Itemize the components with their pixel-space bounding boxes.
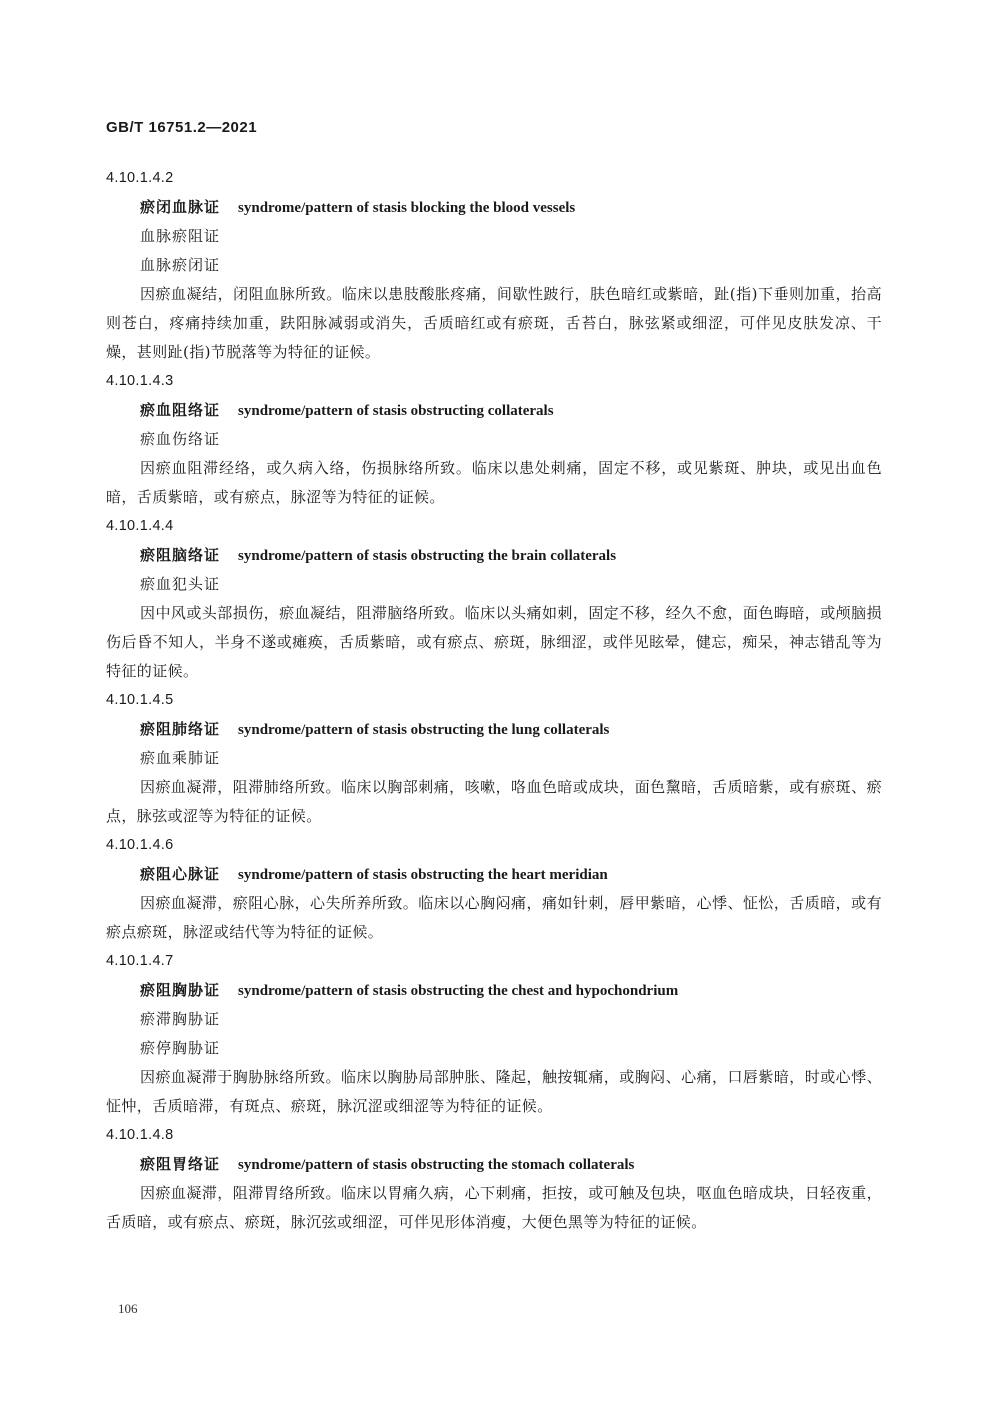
term-alias: 血脉瘀闭证: [140, 256, 221, 274]
term-title: [106, 396, 882, 425]
term-title: [106, 715, 882, 744]
term-english: syndrome/pattern of stasis blocking the blood vessels: [238, 200, 576, 216]
syndrome-entry: [106, 164, 882, 367]
clause-number: 4.10.1.4.3: [106, 373, 174, 389]
term-chinese: 瘀阻心脉证: [140, 865, 221, 883]
term-chinese: 瘀阻肺络证: [140, 720, 221, 738]
term-english: syndrome/pattern of stasis obstructing the heart meridian: [238, 867, 608, 883]
term-alias: 瘀滞胸胁证: [140, 1010, 221, 1028]
term-chinese: 瘀血阻络证: [140, 401, 221, 419]
term-chinese: 瘀阻胸胁证: [140, 981, 221, 999]
term-chinese: 瘀阻脑络证: [140, 546, 221, 564]
term-title: [106, 193, 882, 222]
clause-number: 4.10.1.4.7: [106, 953, 174, 969]
clause-number: 4.10.1.4.5: [106, 692, 174, 708]
term-title: [106, 1150, 882, 1179]
term-english: syndrome/pattern of stasis obstructing the brain collaterals: [238, 548, 617, 564]
term-english: syndrome/pattern of stasis obstructing collaterals: [238, 403, 554, 419]
term-definition: 因瘀血凝滞，瘀阻心脉，心失所养所致。临床以心胸闷痛，痛如针刺，唇甲紫暗，心悸、怔忪，舌质暗，或有瘀点瘀斑，脉涩或结代等为特征的证候。: [106, 894, 882, 941]
term-alias: 血脉瘀阻证: [140, 227, 221, 245]
syndrome-entry: [106, 367, 882, 512]
term-chinese: 瘀阻胃络证: [140, 1155, 221, 1173]
term-definition: 因瘀血凝滞，阻滞肺络所致。临床以胸部刺痛，咳嗽，咯血色暗或成块，面色黧暗，舌质暗紫，或有瘀斑、瘀点，脉弦或涩等为特征的证候。: [106, 778, 882, 825]
term-english: syndrome/pattern of stasis obstructing the chest and hypochondrium: [238, 983, 679, 999]
term-definition: 因瘀血凝滞于胸胁脉络所致。临床以胸胁局部肿胀、隆起，触按辄痛，或胸闷、心痛，口唇紫暗，时或心悸、怔忡，舌质暗滞，有斑点、瘀斑，脉沉涩或细涩等为特征的证候。: [106, 1068, 882, 1115]
term-alias: 瘀停胸胁证: [140, 1039, 221, 1057]
clause-number: 4.10.1.4.6: [106, 837, 174, 853]
syndrome-entry: [106, 686, 882, 831]
syndrome-entry: [106, 947, 882, 1121]
term-alias: 瘀血犯头证: [140, 575, 221, 593]
term-alias: 瘀血伤络证: [140, 430, 221, 448]
document-body: [106, 164, 882, 1237]
term-definition: 因瘀血凝结，闭阻血脉所致。临床以患肢酸胀疼痛，间歇性跛行，肤色暗红或紫暗，趾(指)下垂则加重，抬高则苍白，疼痛持续加重，趺阳脉减弱或消失，舌质暗红或有瘀斑，舌苔白，脉弦紧或细涩，可伴见皮肤发凉、干燥，甚则趾(指)节脱落等为特征的证候。: [106, 285, 882, 361]
term-definition: 因中风或头部损伤，瘀血凝结，阻滞脑络所致。临床以头痛如刺，固定不移，经久不愈，面色晦暗，或颅脑损伤后昏不知人，半身不遂或瘫痪，舌质紫暗，或有瘀点、瘀斑，脉细涩，或伴见眩晕，健忘，痴呆，神志错乱等为特征的证候。: [106, 604, 882, 680]
term-definition: 因瘀血凝滞，阻滞胃络所致。临床以胃痛久病，心下刺痛，拒按，或可触及包块，呕血色暗成块，日轻夜重，舌质暗，或有瘀点、瘀斑，脉沉弦或细涩，可伴见形体消瘦，大便色黑等为特征的证候。: [106, 1184, 882, 1231]
term-english: syndrome/pattern of stasis obstructing the lung collaterals: [238, 722, 610, 738]
term-english: syndrome/pattern of stasis obstructing the stomach collaterals: [238, 1157, 635, 1173]
term-chinese: 瘀闭血脉证: [140, 198, 221, 216]
syndrome-entry: [106, 831, 882, 947]
term-title: [106, 541, 882, 570]
clause-number: 4.10.1.4.4: [106, 518, 174, 534]
page-number: 106: [118, 1301, 138, 1316]
term-alias: 瘀血乘肺证: [140, 749, 221, 767]
standard-code: GB/T 16751.2—2021: [106, 119, 258, 136]
clause-number: 4.10.1.4.2: [106, 170, 174, 186]
clause-number: 4.10.1.4.8: [106, 1127, 174, 1143]
syndrome-entry: [106, 512, 882, 686]
syndrome-entry: [106, 1121, 882, 1237]
term-definition: 因瘀血阻滞经络，或久病入络，伤损脉络所致。临床以患处刺痛，固定不移，或见紫斑、肿块，或见出血色暗，舌质紫暗，或有瘀点，脉涩等为特征的证候。: [106, 459, 882, 506]
term-title: [106, 860, 882, 889]
term-title: [106, 976, 882, 1005]
